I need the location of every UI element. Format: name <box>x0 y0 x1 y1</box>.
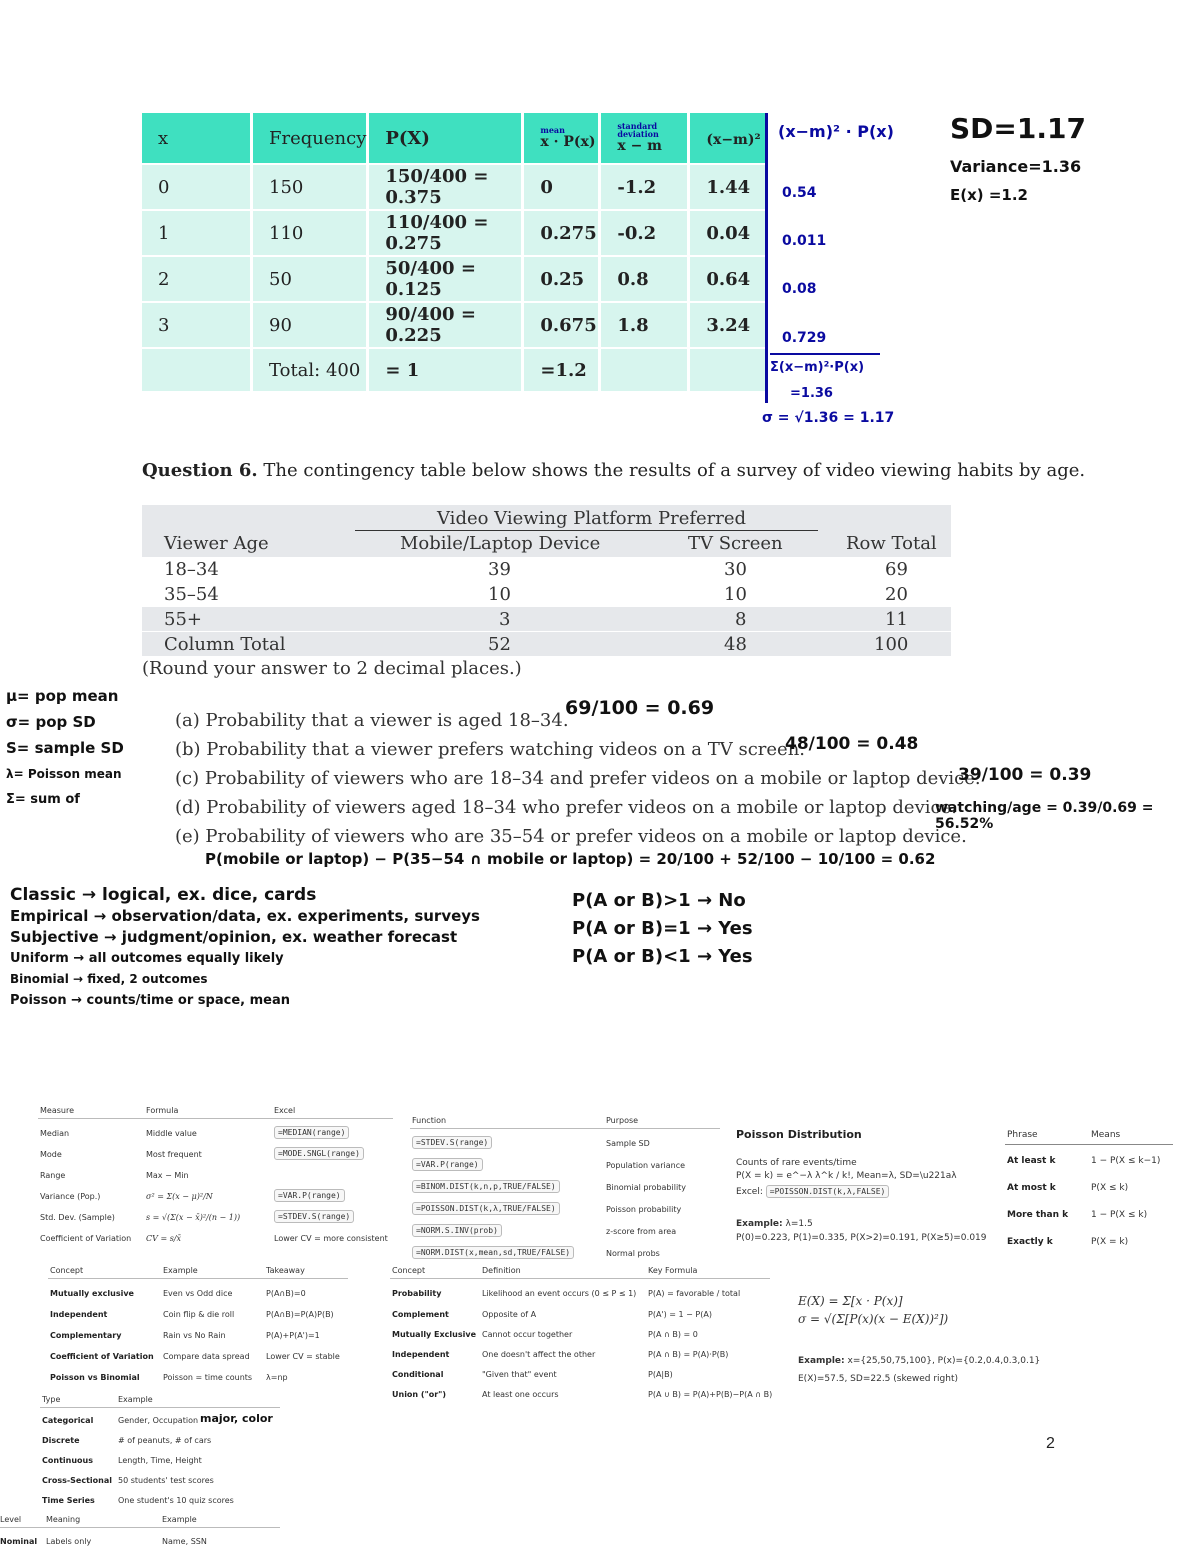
union-rule: P(A or B)>1 → No <box>572 890 746 911</box>
table-row <box>142 257 769 303</box>
answer-c: 39/100 = 0.39 <box>958 765 1092 785</box>
cell-f: 90 <box>253 303 369 349</box>
label-xm: x − m <box>617 138 662 154</box>
cell-xp: 0.25 <box>524 257 601 303</box>
cell-total: 100 <box>874 634 909 655</box>
part-e: (e) Probability of viewers who are 35–54 or prefer videos on a mobile or laptop device. <box>175 826 967 847</box>
answer-b: 48/100 = 0.48 <box>785 734 919 754</box>
header-frequency: Frequency <box>253 113 369 165</box>
type-subjective: Subjective → judgment/opinion, ex. weather forecast <box>10 928 458 946</box>
measures-header: Excel <box>274 1106 296 1115</box>
poisson-card: Poisson Distribution Counts of rare events/time P(X = k) = e^−λ λ^k / k!, Mean=λ, SD=\u221aλ Excel: =POISSON.DIST(k,λ,FALSE) Example: λ=1.5 P(0)=0.223, P(1)=0.335, P(X>2)=0.191, P(X≥5)=0.019 <box>736 1128 987 1243</box>
hw-term: 0.011 <box>782 233 827 249</box>
phrase-card: Phrase Means At least k 1 − P(X ≤ k−1) At most k P(X ≤ k) More than k 1 − P(X ≤ k) Exactly k P(X = k) <box>1005 1126 1173 1251</box>
cell-empty <box>690 349 769 393</box>
hw-sum-value: =1.36 <box>790 386 833 401</box>
cell-dev2: 0.64 <box>690 257 769 303</box>
part-a: (a) Probability that a viewer is aged 18–34. <box>175 710 569 731</box>
cell-mobile: 3 <box>499 609 511 630</box>
sum-underline <box>770 353 880 355</box>
page-number: 2 <box>1046 1435 1055 1452</box>
cell-p: 110/400 = 0.275 <box>369 211 524 257</box>
symbol-mu: μ= pop mean <box>6 687 119 705</box>
union-rules <box>572 887 753 971</box>
answer-d: watching/age = 0.39/0.69 = 56.52% <box>935 800 1154 832</box>
cell-xp: 0 <box>524 165 601 211</box>
col-header-total: Row Total <box>846 533 937 554</box>
question-label: Question 6. <box>142 460 258 481</box>
note-sd-value: SD=1.17 <box>950 112 1086 145</box>
cell-p: 90/400 = 0.225 <box>369 303 524 349</box>
cell-tv: 8 <box>735 609 747 630</box>
symbol-notes <box>6 683 124 813</box>
question-text <box>142 460 1085 481</box>
cell-empty <box>142 349 253 393</box>
type-classic: Classic → logical, ex. dice, cards <box>10 885 317 905</box>
cell-mobile: 52 <box>488 634 511 655</box>
table-total-row <box>142 349 769 393</box>
question-parts <box>175 706 981 851</box>
definitions-card: Concept Definition Key Formula Probability Likelihood an event occurs (0 ≤ P ≤ 1) P(A) = favorable / total Complement Opposite of A P(A') = 1 − P(A) Mutually Exclusive Cannot occur together P(A ∩ B) = 0 Independent One doesn't affect the other P(A ∩ B) = P(A)·P(B) Conditional "Given that" event P(A|B) Union ("or") At least one occurs P(A ∪ B) = P(A)+P(B)−P(A ∩ B) <box>392 1266 773 1399</box>
label-xpx: x · P(x) <box>540 134 596 150</box>
cell-age: Column Total <box>164 634 286 655</box>
hw-types-addition: major, color <box>200 1412 273 1425</box>
part-d: (d) Probability of viewers aged 18–34 who prefer videos on a mobile or laptop device. <box>175 797 957 818</box>
type-poisson: Poisson → counts/time or space, mean <box>10 993 290 1008</box>
table-row <box>142 303 769 349</box>
group-rule <box>355 530 818 531</box>
measures-card: Measure Formula Excel Median Middle value =MEDIAN(range) Mode Most frequent =MODE.SNGL(range) Range Max − Min Variance (Pop.) σ² = Σ(x − μ)²/N =VAR.P(range) Std. Dev. (Sample) s = √(Σ(x − x̄)²/(n − 1)) =STDEV.S(range) Coefficient of Variation CV = s/x̄ Lower CV = more consistent <box>38 1106 393 1246</box>
cell-total: 11 <box>885 609 908 630</box>
cell-tv: 30 <box>724 559 747 580</box>
note-variance: Variance=1.36 <box>950 157 1082 176</box>
cell-x: 1 <box>142 211 253 257</box>
cell-dev2: 0.04 <box>690 211 769 257</box>
header-xm <box>601 113 690 165</box>
measures-header: Formula <box>146 1106 179 1115</box>
col-header-tv: TV Screen <box>688 533 783 554</box>
header-xpx <box>524 113 601 165</box>
answer-a: 69/100 = 0.69 <box>565 697 715 719</box>
divider-line <box>765 113 768 403</box>
row-band <box>142 607 951 631</box>
cell-age: 18–34 <box>164 559 219 580</box>
contingency-table <box>142 505 951 657</box>
type-binomial: Binomial → fixed, 2 outcomes <box>10 972 208 986</box>
frequency-table <box>142 113 769 393</box>
note-expected: E(x) =1.2 <box>950 186 1028 204</box>
part-c: (c) Probability of viewers who are 18–34 and prefer videos on a mobile or laptop device. <box>175 768 981 789</box>
cell-f: 110 <box>253 211 369 257</box>
note-mean: mean <box>540 125 565 135</box>
cell-f: 50 <box>253 257 369 303</box>
cell-x: 0 <box>142 165 253 211</box>
levels-card: Level Meaning Example Nominal Labels only Name, SSN <box>0 1515 280 1551</box>
hw-sigma: σ = √1.36 = 1.17 <box>762 410 895 426</box>
cell-x: 2 <box>142 257 253 303</box>
types-card: Type Example Categorical Gender, Occupation major, color Discrete # of peanuts, # of cars Continuous Length, Time, Height Cross-Sectional 50 students' test scores Time Series One student's 10 quiz scores <box>40 1395 280 1510</box>
question-body: The contingency table below shows the results of a survey of video viewing habits by age. <box>263 460 1086 481</box>
cell-x: 3 <box>142 303 253 349</box>
prob-type-notes <box>10 885 480 1011</box>
cell-mobile: 39 <box>488 559 511 580</box>
functions-card: Function Purpose =STDEV.S(range) Sample SD =VAR.P(range) Population variance =BINOM.DIST(k,n,p,TRUE/FALSE) Binomial probability =POISSON.DIST(k,λ,TRUE/FALSE) Poisson probability =NORM.S.INV(prob) z-score from area =NORM.DIST(x,mean,sd,TRUE/FALSE) Normal probs <box>410 1116 720 1266</box>
type-empirical: Empirical → observation/data, ex. experiments, surveys <box>10 907 480 925</box>
cell-dev: -0.2 <box>601 211 690 257</box>
part-b: (b) Probability that a viewer prefers watching videos on a TV screen. <box>175 739 806 760</box>
col-header-mobile: Mobile/Laptop Device <box>400 533 601 554</box>
hw-header-term: (x−m)² · P(x) <box>778 122 894 141</box>
cell-xp: 0.275 <box>524 211 601 257</box>
cell-tv: 10 <box>724 584 747 605</box>
cell-total-p: = 1 <box>369 349 524 393</box>
rounding-note: (Round your answer to 2 decimal places.) <box>142 658 522 679</box>
cell-empty <box>601 349 690 393</box>
cell-p: 150/400 = 0.375 <box>369 165 524 211</box>
union-rule: P(A or B)=1 → Yes <box>572 918 753 939</box>
expectation-card: E(X) = Σ[x · P(x)] σ = √(Σ[P(x)(x − E(X))²]) Example: x={25,50,75,100}, P(x)={0.2,0.4,0.3,0.1} E(X)=57.5, SD=22.5 (skewed right) <box>798 1294 1041 1384</box>
table-header-row <box>142 113 769 165</box>
cell-tv: 48 <box>724 634 747 655</box>
cell-dev: 1.8 <box>601 303 690 349</box>
cell-dev: 0.8 <box>601 257 690 303</box>
table-row <box>142 165 769 211</box>
answer-e: P(mobile or laptop) − P(35−54 ∩ mobile or laptop) = 20/100 + 52/100 − 10/100 = 0.62 <box>205 850 936 868</box>
header-xm2: (x−m)² <box>690 113 769 165</box>
group-header: Video Viewing Platform Preferred <box>437 508 747 529</box>
cell-age: 35–54 <box>164 584 219 605</box>
cell-total: 69 <box>885 559 908 580</box>
table-row <box>142 211 769 257</box>
symbol-lambda: λ= Poisson mean <box>6 767 122 781</box>
header-px: P(X) <box>369 113 524 165</box>
cell-dev: -1.2 <box>601 165 690 211</box>
hw-term: 0.54 <box>782 185 817 201</box>
cell-xp: 0.675 <box>524 303 601 349</box>
cell-age: 55+ <box>164 609 202 630</box>
cell-dev2: 1.44 <box>690 165 769 211</box>
cell-mobile: 10 <box>488 584 511 605</box>
note-sd: standard deviation <box>617 121 659 139</box>
hw-term: 0.729 <box>782 330 827 346</box>
cell-total: Total: 400 <box>253 349 369 393</box>
symbol-sum: Σ= sum of <box>6 792 80 807</box>
cell-f: 150 <box>253 165 369 211</box>
header-x: x <box>142 113 253 165</box>
cell-dev2: 3.24 <box>690 303 769 349</box>
concepts-card: Concept Example Takeaway Mutually exclusive Even vs Odd dice P(A∩B)=0 Independent Coin flip & die roll P(A∩B)=P(A)P(B) Complementary Rain vs No Rain P(A)+P(A')=1 Coefficient of Variation Compare data spread Lower CV = stable Poisson vs Binomial Poisson = time counts λ=np <box>48 1266 348 1386</box>
cell-p: 50/400 = 0.125 <box>369 257 524 303</box>
symbol-s: S= sample SD <box>6 739 124 757</box>
symbol-sigma: σ= pop SD <box>6 713 96 731</box>
cell-total-xp: =1.2 <box>524 349 601 393</box>
union-rule: P(A or B)<1 → Yes <box>572 946 753 967</box>
measures-header: Measure <box>40 1106 74 1115</box>
col-header-age: Viewer Age <box>164 533 269 554</box>
type-uniform: Uniform → all outcomes equally likely <box>10 951 284 966</box>
hw-term: 0.08 <box>782 281 817 297</box>
hw-sum-label: Σ(x−m)²·P(x) <box>770 360 865 375</box>
cell-total: 20 <box>885 584 908 605</box>
